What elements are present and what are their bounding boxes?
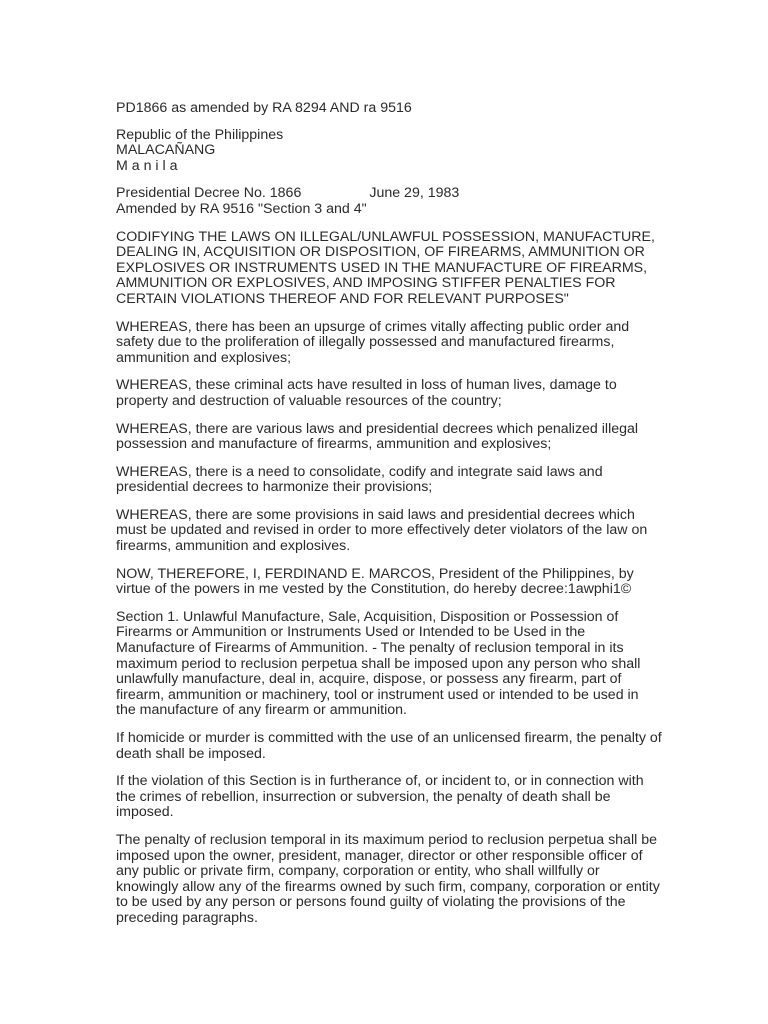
decree-caption: CODIFYING THE LAWS ON ILLEGAL/UNLAWFUL POSSESSION, MANUFACTURE, DEALING IN, ACQUISITION OR DISPOSITION, OF FIREARMS, AMMUNITION OR EXPLOSIVES OR INSTRUMENTS USED IN THE MANUFACTURE OF FIREARMS, AMMUNITION OR EXPLOSIVES, AND IMPOSING STIFFER PENALTIES FOR CERTAIN VIOLATIONS THEREOF AND FOR RELEVANT PURPOSES"	[116, 228, 655, 307]
origin-malacanang: MALACAÑANG	[116, 142, 216, 159]
whereas-paragraph-2: WHEREAS, these criminal acts have resulted in loss of human lives, damage to property and destruction of valuable resources of the country;	[116, 377, 617, 409]
now-therefore-paragraph: NOW, THEREFORE, I, FERDINAND E. MARCOS, President of the Philippines, by virtue of the powers in me vested by the Constitution, do hereby decree:1awphi1©	[116, 565, 634, 598]
origin-manila: M a n i l a	[116, 157, 178, 174]
decree-amended: Amended by RA 9516 "Section 3 and 4"	[116, 200, 367, 217]
origin-block	[116, 128, 664, 175]
whereas-paragraph-4: WHEREAS, there is a need to consolidate, codify and integrate said laws and presidential decrees to harmonize their provisions;	[116, 463, 603, 496]
whereas-paragraph-1: WHEREAS, there has been an upsurge of crimes vitally affecting public order and safety due to the proliferation of illegally possessed and manufactured firearms, ammunition and explosives;	[116, 318, 630, 366]
document-page	[116, 101, 664, 939]
document-header-title: PD1866 as amended by RA 8294 AND ra 9516	[116, 100, 412, 116]
rebellion-paragraph: If the violation of this Section is in furtherance of, or incident to, or in connection with the crimes of rebellion, insurrection or subversion, the penalty of death shall be imposed.	[116, 773, 644, 821]
decree-block	[116, 186, 664, 217]
decree-number-row	[116, 186, 664, 202]
decree-date: June 29, 1983	[369, 185, 460, 202]
whereas-paragraph-3: WHEREAS, there are various laws and presidential decrees which penalized illegal possession and manufacture of firearms, ammunition and explosives;	[116, 420, 639, 453]
homicide-paragraph: If homicide or murder is committed with the use of an unlicensed firearm, the penalty of death shall be imposed.	[116, 730, 662, 762]
section-1-paragraph: Section 1. Unlawful Manufacture, Sale, Acquisition, Disposition or Possession of Firearms or Ammunition or Instruments Used or Intended to be Used in the Manufacture of Firearms of Ammunition. - The penalty of reclusion temporal in its maximum period to reclusion perpetua shall be imposed upon any person who shall unlawfully manufacture, deal in, acquire, dispose, or possess any firearm, part of firearm, ammunition or machinery, tool or instrument used or intended to be used in the manufacture of any firearm or ammunition.	[116, 608, 641, 719]
owner-penalty-paragraph: The penalty of reclusion temporal in its maximum period to reclusion perpetua shall be imposed upon the owner, president, manager, director or other responsible officer of any public or private firm, company, corporation or entity, who shall willfully or knowingly allow any of the firearms owned by such firm, company, corporation or entity to be used by any person or persons found guilty of violating the provisions of the preceding paragraphs.	[116, 831, 660, 926]
decree-number: Presidential Decree No. 1866	[116, 185, 302, 202]
origin-republic: Republic of the Philippines	[116, 126, 284, 143]
whereas-paragraph-5: WHEREAS, there are some provisions in said laws and presidential decrees which must be updated and revised in order to more effectively deter violators of the law on firearms, ammunition and explosives.	[116, 506, 648, 555]
